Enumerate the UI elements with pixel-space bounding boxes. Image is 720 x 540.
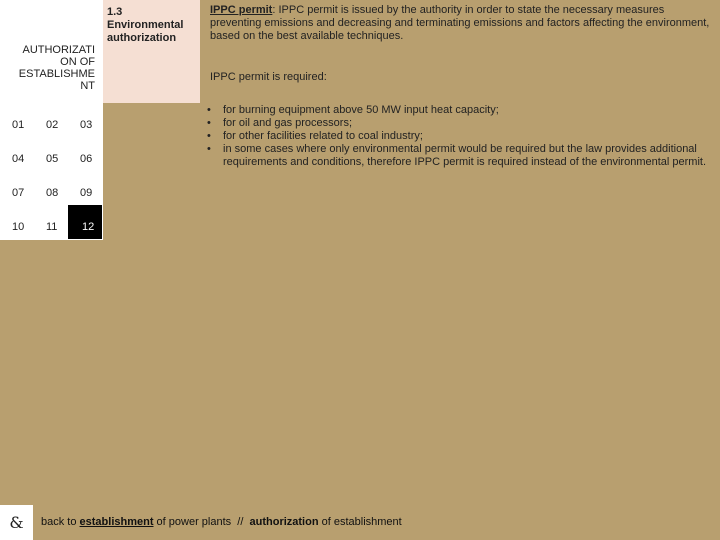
ippc-permit-term: IPPC permit (210, 4, 273, 16)
section-label: AUTHORIZATI ON OF ESTABLISHME NT (18, 44, 95, 92)
page-link-05[interactable]: 05 (46, 153, 59, 165)
page-link-11[interactable]: 11 (46, 221, 58, 233)
list-item: • in some cases where only environmental permit would be required but the law provides additional requirements and conditions, therefore IPPC permit is required instead of the environmental permit. (210, 143, 710, 169)
page-link-01[interactable]: 01 (12, 119, 25, 131)
breadcrumb-text: of establishment (318, 516, 402, 528)
page-link-03[interactable]: 03 (80, 119, 93, 131)
ampersand-icon[interactable]: & (0, 505, 33, 540)
page-nav-grid (0, 103, 103, 240)
main-content (210, 4, 710, 169)
page-link-06[interactable]: 06 (80, 153, 93, 165)
page-link-08[interactable]: 08 (46, 187, 59, 199)
page-link-10[interactable]: 10 (12, 221, 25, 233)
page-link-04[interactable]: 04 (12, 153, 25, 165)
page-link-02[interactable]: 02 (46, 119, 59, 131)
page-link-07[interactable]: 07 (12, 187, 25, 199)
section-title: 1.3 Environmental authorization (107, 6, 184, 44)
footer-breadcrumb (41, 516, 402, 528)
requirement-heading: IPPC permit is required: (210, 71, 327, 83)
requirement-list (210, 104, 710, 169)
establishment-link[interactable]: establishment (79, 516, 154, 528)
list-item: • for oil and gas processors; (210, 117, 710, 130)
page-link-09[interactable]: 09 (80, 187, 93, 199)
intro-text: : IPPC permit is issued by the authority in order to state the necessary measures preventing emissions and decreasing and terminating emissions and factors affecting the environment, based on the best available techniques. (210, 4, 710, 42)
back-to-label: back to (41, 516, 80, 528)
list-item: • for burning equipment above 50 MW input heat capacity; (210, 104, 710, 117)
breadcrumb-text: of power plants // (153, 516, 250, 528)
authorization-link[interactable]: authorization (249, 516, 319, 528)
intro-paragraph (210, 4, 710, 43)
page-link-12-current[interactable]: 12 (68, 205, 102, 239)
list-item: • for other facilities related to coal industry; (210, 130, 710, 143)
